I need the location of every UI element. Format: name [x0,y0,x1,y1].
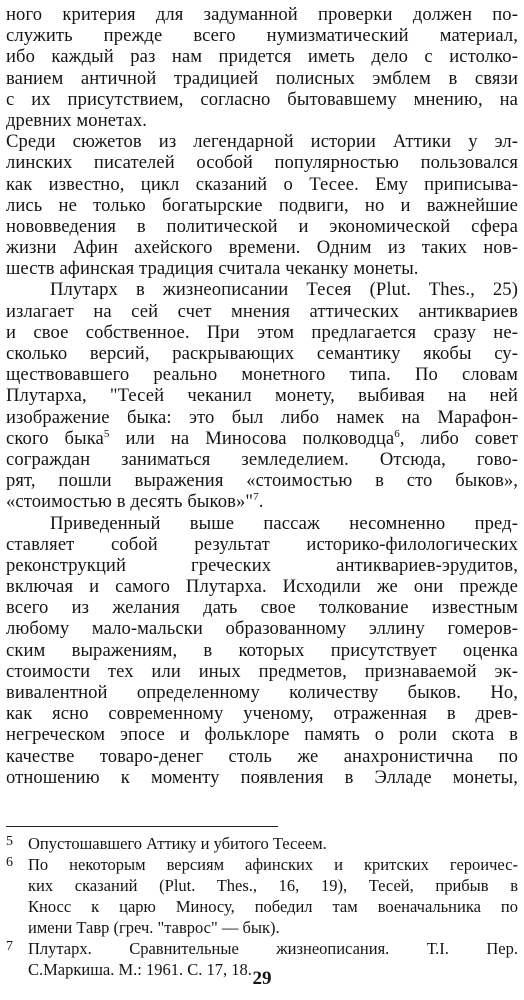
text-line: линских писателей особой популярностью пользовался [6,152,518,174]
footnote-divider [6,826,278,827]
text-line: Плутарх в жизнеописании Тесея (Plut. Thes., 25) [50,279,518,301]
text-line: рят, пошли выражения «стоимостью в сто быков», [6,470,518,492]
text-line: стоимости тех или иных предметов, признаваемой эк- [6,660,518,682]
page-number: 29 [252,968,272,989]
footnote-ref-5: 5 [103,427,110,440]
footnote-line: Кносс к царю Миносу, победил там военачальника по [28,897,518,916]
text-line: ществовавшего реально монетного типа. По словам [6,364,518,386]
text-line: и свое собственное. При этом предлагается сразу не- [6,321,518,343]
footnote-line: ких сказаний (Plut. Thes., 16, 19), Тесей, прибыв в [28,876,518,895]
text-line: ванием античной традицией полисных эмблем в связи [6,67,518,89]
footnote-line: имени Тавр (греч. "таврос" — бык). [28,918,280,937]
paragraph-3 [6,279,518,512]
text-fragment: «стоимостью в десять быков»" [6,491,254,513]
footnote-number: 5 [6,834,13,849]
text-line: древних монетах. [6,109,148,131]
text-line: сколько версий, раскрывающих семантику якобы су- [6,343,518,364]
footnotes [6,826,518,980]
text-line: Плутарха, "Тесей чеканил монету, выбивая на ней [6,385,518,407]
footnote-number: 7 [6,939,13,954]
text-line: излагает на сей счет мнения аттических антиквариев [6,300,518,322]
text-line: качестве товаро-денег столь же анахронистична по [6,745,518,767]
text-line: изображение быка: это был либо намек на Марафон- [6,406,518,428]
text-line: нововведения в политической и экономической сфера [6,215,518,237]
footnote-ref-6: 6 [394,427,400,440]
text-line-with-notes [6,428,518,449]
text-line: ибо каждый раз нам придется иметь дело с истолко- [6,46,518,68]
text-line: шеств афинская традиция считала чеканку монеты. [6,258,419,280]
text-line: любому мало-мальски образованному эллину гомеров- [6,618,518,640]
footnote-6 [6,854,518,938]
footnote-line: Опустошавшего Аттику и убитого Тесеем. [28,834,327,853]
main-text [6,4,518,788]
text-line: как ясно современному ученому, отраженная в древ- [6,703,518,725]
text-fragment: . [258,491,264,513]
footnote-line: С.Маркиша. М.: 1961. С. 17, 18. [28,960,252,979]
text-line: с их присутствием, согласно бытовавшему мнению, на [6,88,518,110]
text-line: служить прежде всего нумизматический материал, [6,25,518,47]
text-line: негреческом эпосе и фольклоре память о роли скота в [6,724,518,746]
paragraph-1 [6,4,518,131]
text-fragment: или на Миносова полководца [109,427,395,449]
paragraph-2 [6,131,518,279]
footnote-ref-7: 7 [253,491,259,504]
footnote-line: По некоторым версиям афинских и критских героичес- [28,855,518,874]
text-line: ставляет собой результат историко-филологических [6,533,518,555]
text-line: как известно, цикл сказаний о Тесее. Ему приписыва- [6,173,518,195]
text-line: жизни Афин ахейского времени. Одним из таких нов- [6,237,518,259]
text-line: Среди сюжетов из легендарной истории Аттики у эл- [6,131,518,153]
text-fragment: ского быка [6,427,104,449]
footnote-line: Плутарх. Сравнительные жизнеописания. Т.I. Пер. [28,939,518,958]
text-fragment: , либо совет [399,427,518,449]
text-line: сограждан заниматься земледелием. Отсюда, гово- [6,448,518,470]
text-line: ским выражениям, в которых присутствует оценка [6,639,518,661]
paragraph-4 [6,513,518,788]
text-line: отношению к моменту появления в Элладе монеты, [6,766,518,788]
text-line: Приведенный выше пассаж несомненно пред- [50,512,518,534]
text-line: всего из желания дать свое толкование известным [6,597,518,619]
footnote-number: 6 [6,855,13,870]
text-line: включая и самого Плутарха. Исходили же они прежде [6,576,518,598]
text-line: ного критерия для задуманной проверки должен по- [6,4,518,25]
text-line: вивалентной определенному количеству быков. Но, [6,682,518,703]
text-line: лись не только богатырские подвиги, но и важнейшие [6,194,518,216]
text-line: реконструкций греческих антиквариев-эрудитов, [6,554,518,576]
text-line-with-notes [6,491,518,512]
footnote-5 [6,833,518,854]
